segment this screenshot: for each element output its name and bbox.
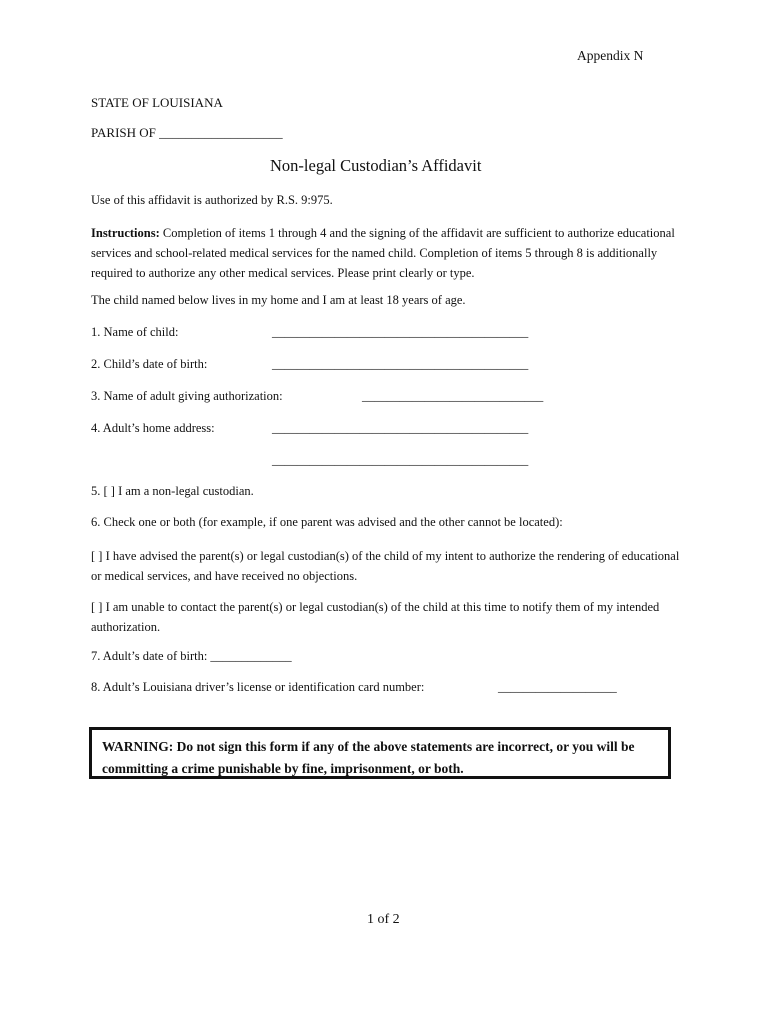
parents-advised-checkbox-item[interactable]: [ ] I have advised the parent(s) or legal custodian(s) of the child of my intent to authorize the rendering of educational or medical services, and have received no objections. — [91, 549, 680, 583]
appendix-label: Appendix N — [577, 48, 644, 63]
home-address-field-line-1[interactable]: _________________________________________ — [272, 421, 529, 435]
intro-statement: The child named below lives in my home and I am at least 18 years of age. — [91, 293, 466, 307]
adult-name-label: 3. Name of adult giving authorization: — [91, 389, 283, 403]
instructions-text: Completion of items 1 through 4 and the signing of the affidavit are sufficient to authorize educational services and school-related medical services for the named child. Completion of items 5 through 8 is additionally required to authorize any other medical services. Please print clearly or type. — [91, 226, 675, 280]
home-address-label: 4. Adult’s home address: — [91, 421, 215, 435]
authorization-statute-text: Use of this affidavit is authorized by R.S. 9:975. — [91, 193, 333, 207]
adult-name-field[interactable]: _____________________________ — [362, 389, 544, 403]
parish-field: PARISH OF ___________________ — [91, 125, 283, 140]
adult-dob-field[interactable]: 7. Adult’s date of birth: _____________ — [91, 649, 292, 663]
license-number-field[interactable]: ___________________ — [498, 680, 617, 694]
child-name-field[interactable]: _________________________________________ — [272, 325, 529, 339]
warning-box — [89, 727, 671, 779]
check-one-or-both-instruction: 6. Check one or both (for example, if one parent was advised and the other cannot be located): — [91, 515, 563, 529]
instructions-label: Instructions: — [91, 226, 160, 240]
page-number: 1 of 2 — [367, 912, 400, 927]
child-name-label: 1. Name of child: — [91, 325, 179, 339]
child-dob-label: 2. Child’s date of birth: — [91, 357, 208, 371]
child-dob-field[interactable]: _________________________________________ — [272, 357, 529, 371]
warning-text: WARNING: Do not sign this form if any of the above statements are incorrect, or you will be committing a crime punishable by fine, imprisonment, or both. — [102, 739, 635, 776]
home-address-field-line-2[interactable]: _________________________________________ — [272, 453, 529, 467]
instructions-paragraph — [91, 223, 691, 283]
non-legal-custodian-checkbox-item[interactable]: 5. [ ] I am a non-legal custodian. — [91, 484, 254, 498]
unable-to-contact-checkbox-item[interactable]: [ ] I am unable to contact the parent(s) or legal custodian(s) of the child at this time to notify them of my intended authorization. — [91, 600, 660, 634]
document-title: Non-legal Custodian’s Affidavit — [270, 156, 482, 175]
license-number-label: 8. Adult’s Louisiana driver’s license or identification card number: — [91, 680, 425, 694]
state-heading: STATE OF LOUISIANA — [91, 95, 223, 110]
